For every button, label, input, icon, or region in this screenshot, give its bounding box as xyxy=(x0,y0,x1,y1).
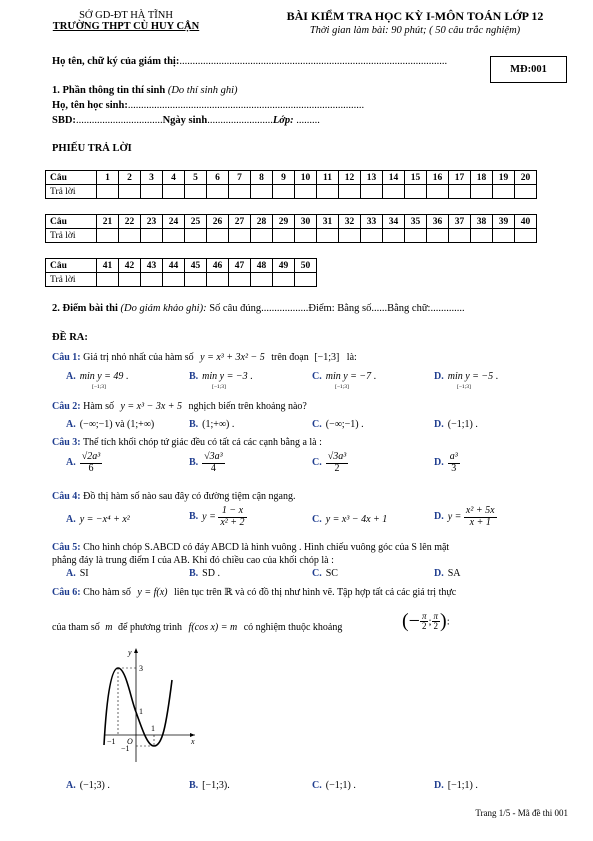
fraction-denominator: x + 1 xyxy=(469,516,491,528)
question-label: Câu 6: xyxy=(52,587,81,598)
option-letter: B. xyxy=(189,568,199,579)
option-text: (−∞;−1) và (1;+∞) xyxy=(79,419,155,430)
option-letter: C. xyxy=(312,457,322,469)
answer-cell[interactable] xyxy=(471,185,493,199)
option-letter: C. xyxy=(312,568,322,579)
q1-option-d[interactable]: D. min y = −5 . xyxy=(434,371,499,382)
question-number-cell: 21 xyxy=(97,215,119,229)
math-expression: y = x³ + 3x² − 5 xyxy=(200,352,265,363)
question-label: Câu 1: xyxy=(52,352,81,363)
tick-label-neg1-x: −1 xyxy=(107,737,116,746)
question-number-cell: 35 xyxy=(405,215,427,229)
q6-option-a[interactable]: A. (−1;3) . xyxy=(66,780,110,791)
question-number-cell: 4 xyxy=(163,171,185,185)
answer-cell[interactable] xyxy=(251,273,273,287)
answer-cell[interactable] xyxy=(273,229,295,243)
option-letter: B. xyxy=(189,780,199,791)
option-text: y = −x⁴ + x² xyxy=(79,514,130,525)
option-prefix: y = xyxy=(202,511,216,523)
question-number-cell: 11 xyxy=(317,171,339,185)
option-text: (1;+∞) xyxy=(202,419,230,430)
question-text: Cho hình chóp S.ABCD có đáy ABCD là hình vuông . Hình chiếu vuông góc của S lên mặt xyxy=(83,542,450,553)
question-number-cell: 1 xyxy=(97,171,119,185)
answer-cell[interactable] xyxy=(97,229,119,243)
tick-label-neg1-y: −1 xyxy=(121,744,130,753)
question-number-cell: 38 xyxy=(471,215,493,229)
tick-label-1-x: 1 xyxy=(151,724,155,733)
fraction-denominator: 2 xyxy=(433,621,439,631)
dob-label: Ngày sinh xyxy=(162,115,208,126)
question-number-cell: 26 xyxy=(207,215,229,229)
answer-cell[interactable] xyxy=(229,185,251,199)
q5-option-d[interactable] xyxy=(434,568,461,579)
school-name: TRƯỜNG THPT CÙ HUY CẬN xyxy=(52,21,200,32)
answer-cell[interactable] xyxy=(295,185,317,199)
question-label: Câu 5: xyxy=(52,542,81,553)
question-6-line2 xyxy=(52,622,342,633)
question-text: của tham số xyxy=(52,622,100,633)
question-number-cell: 49 xyxy=(273,259,295,273)
answer-cell[interactable] xyxy=(405,185,427,199)
question-number-cell: 5 xyxy=(185,171,207,185)
question-text: Giá trị nhỏ nhất của hàm số xyxy=(83,352,194,363)
question-number-cell: 28 xyxy=(251,215,273,229)
option-letter: C. xyxy=(312,371,322,382)
question-number-cell: 7 xyxy=(229,171,251,185)
question-number-cell: 36 xyxy=(427,215,449,229)
question-2 xyxy=(52,401,307,412)
question-number-cell: 15 xyxy=(405,171,427,185)
question-number-cell: 30 xyxy=(295,215,317,229)
option-text: min y = −5 xyxy=(447,371,494,382)
question-number-cell: 9 xyxy=(273,171,295,185)
option-prefix: y = xyxy=(447,511,462,523)
question-number-cell: 48 xyxy=(251,259,273,273)
question-number-cell: 19 xyxy=(493,171,515,185)
correct-count-label: Số câu đúng xyxy=(209,303,262,314)
interval-close: ) xyxy=(440,610,447,632)
score-word-label: Bằng chữ: xyxy=(387,303,431,314)
option-letter: B. xyxy=(189,371,199,382)
question-number-cell: 3 xyxy=(141,171,163,185)
question-5 xyxy=(52,542,449,553)
q3-option-d[interactable] xyxy=(434,452,460,474)
table-label-a: Trả lời xyxy=(46,185,97,199)
option-letter: C. xyxy=(312,514,322,525)
answer-cell[interactable] xyxy=(449,229,471,243)
answer-cell[interactable] xyxy=(251,229,273,243)
answer-cell[interactable] xyxy=(141,185,163,199)
q3-option-a[interactable] xyxy=(66,452,102,474)
table-label-q: Câu xyxy=(46,215,97,229)
option-text: min y = −7 xyxy=(325,371,372,382)
question-number-cell: 23 xyxy=(141,215,163,229)
min-subscript: [−1;3] xyxy=(335,384,349,390)
fraction-denominator: 6 xyxy=(88,462,94,474)
option-text: SD xyxy=(202,568,215,579)
question-number-cell: 32 xyxy=(339,215,361,229)
q2-option-d[interactable]: D. (−1;1) . xyxy=(434,419,478,430)
option-letter: A. xyxy=(66,457,76,469)
question-text: là: xyxy=(346,352,357,363)
answer-cell[interactable] xyxy=(273,273,295,287)
option-letter: B. xyxy=(189,419,199,430)
option-letter: D. xyxy=(434,511,444,523)
interval-separator: ; xyxy=(428,615,432,628)
question-text: nghịch biến trên khoảng nào? xyxy=(188,401,307,412)
question-1 xyxy=(52,352,357,363)
question-number-cell: 42 xyxy=(119,259,141,273)
fraction-numerator: π xyxy=(433,610,439,621)
score-note: (Do giám khảo ghi): xyxy=(120,303,207,314)
fraction-numerator: a³ xyxy=(449,451,458,462)
option-text: (−∞;−1) xyxy=(325,419,359,430)
option-text: [−1;3) xyxy=(202,780,228,791)
answer-cell[interactable] xyxy=(163,185,185,199)
question-number-cell: 50 xyxy=(295,259,317,273)
option-text: (−1;1) xyxy=(447,419,473,430)
option-letter: C. xyxy=(312,419,322,430)
question-number-cell: 43 xyxy=(141,259,163,273)
fraction-denominator: 4 xyxy=(210,462,216,474)
y-axis-arrow-icon xyxy=(134,648,138,653)
answer-cell[interactable] xyxy=(493,185,515,199)
exam-subtitle: Thời gian làm bài: 90 phút; ( 50 câu trắc nghiệm) xyxy=(309,25,521,36)
table-label-a: Trả lời xyxy=(46,229,97,243)
fraction-numerator: x² + 5x xyxy=(465,505,495,516)
question-number-cell: 31 xyxy=(317,215,339,229)
answer-cell[interactable] xyxy=(119,273,141,287)
examiner-label: Họ tên, chữ ký của giám thị: xyxy=(52,56,180,67)
q3-option-b[interactable] xyxy=(189,452,225,474)
answer-cell[interactable] xyxy=(97,185,119,199)
q1-option-a[interactable]: A. min y = 49 . xyxy=(66,371,129,382)
question-text: có nghiệm thuộc khoảng xyxy=(243,622,343,633)
answer-cell[interactable] xyxy=(317,185,339,199)
student-section-note: (Do thí sinh ghi) xyxy=(167,85,238,96)
fraction-numerator: √3a³ xyxy=(204,451,223,462)
answer-cell[interactable] xyxy=(471,229,493,243)
q1-option-b[interactable]: B. min y = −3 . xyxy=(189,371,253,382)
option-letter: A. xyxy=(66,514,76,525)
answer-cell[interactable] xyxy=(207,229,229,243)
answer-cell[interactable] xyxy=(427,185,449,199)
answer-cell[interactable] xyxy=(185,229,207,243)
question-text: Hàm số xyxy=(83,401,114,412)
question-number-cell: 10 xyxy=(295,171,317,185)
page-footer: Trang 1/5 - Mã đề thi 001 xyxy=(475,808,568,818)
exam-heading: ĐỀ RA: xyxy=(52,332,88,343)
student-section-title: 1. Phần thông tin thí sinh xyxy=(52,85,166,96)
interval-expression xyxy=(402,610,450,633)
math-expression: [−1;3] xyxy=(314,352,340,363)
answer-cell[interactable] xyxy=(185,185,207,199)
question-number-cell: 16 xyxy=(427,171,449,185)
option-letter: B. xyxy=(189,457,199,469)
answer-cell[interactable] xyxy=(185,273,207,287)
option-text: min y = −3 xyxy=(202,371,248,382)
fraction-numerator: √3a³ xyxy=(327,451,347,462)
question-text: : xyxy=(446,615,450,628)
math-expression: y = x³ − 3x + 5 xyxy=(120,401,183,412)
min-subscript: [−1;3] xyxy=(92,384,106,390)
answer-table-2 xyxy=(45,214,537,243)
answer-table-1 xyxy=(45,170,537,199)
question-number-cell: 40 xyxy=(515,215,537,229)
answer-cell[interactable] xyxy=(361,185,383,199)
q4-option-b[interactable] xyxy=(189,506,247,528)
option-text: SA xyxy=(447,568,461,579)
question-number-cell: 20 xyxy=(515,171,537,185)
q3-option-c[interactable] xyxy=(312,452,348,474)
question-number-cell: 27 xyxy=(229,215,251,229)
question-5-line2: phẳng đáy là trung điểm I của AB. Khi đó chiều cao của khối chóp là : xyxy=(52,555,334,566)
question-3 xyxy=(52,437,322,448)
question-text: để phương trình xyxy=(118,622,183,633)
question-label: Câu 2: xyxy=(52,401,81,412)
option-text: SC xyxy=(325,568,338,579)
student-name-label: Họ, tên học sinh: xyxy=(52,100,128,111)
question-number-cell: 29 xyxy=(273,215,295,229)
question-text: Đồ thị hàm số nào sau đây có đường tiệm cận ngang. xyxy=(83,491,296,502)
q2-option-b[interactable]: B. (1;+∞) . xyxy=(189,419,235,430)
question-number-cell: 13 xyxy=(361,171,383,185)
answer-cell[interactable] xyxy=(449,185,471,199)
question-6 xyxy=(52,587,456,598)
option-text: min y = 49 xyxy=(79,371,124,382)
fraction-denominator: 2 xyxy=(334,462,340,474)
exam-title: BÀI KIỂM TRA HỌC KỲ I-MÔN TOÁN LỚP 12 xyxy=(286,9,544,23)
score-number-label: Điểm: Bằng số xyxy=(308,303,372,314)
option-text: y = x³ − 4x + 1 xyxy=(325,514,388,525)
question-number-cell: 6 xyxy=(207,171,229,185)
answer-cell[interactable] xyxy=(251,185,273,199)
answer-cell[interactable] xyxy=(383,229,405,243)
tick-label-3: 3 xyxy=(139,664,143,673)
tick-label-1: 1 xyxy=(139,707,143,716)
q5-option-b[interactable]: B. SD . xyxy=(189,568,220,579)
answer-cell[interactable] xyxy=(119,185,141,199)
q4-option-d[interactable] xyxy=(434,506,497,528)
answer-cell[interactable] xyxy=(229,273,251,287)
question-4 xyxy=(52,491,295,502)
fraction-numerator: 1 − x xyxy=(218,506,246,518)
math-expression: y = f(x) xyxy=(137,587,168,598)
class-label: Lớp: xyxy=(272,115,294,126)
answer-cell[interactable] xyxy=(427,229,449,243)
answer-cell[interactable] xyxy=(295,229,317,243)
answer-cell[interactable] xyxy=(119,229,141,243)
fraction-denominator: 2 xyxy=(421,621,427,631)
answer-cell[interactable] xyxy=(383,185,405,199)
answer-cell[interactable] xyxy=(295,273,317,287)
answer-cell[interactable] xyxy=(229,229,251,243)
answer-cell[interactable] xyxy=(97,273,119,287)
y-axis-label: y xyxy=(128,648,132,657)
function-curve xyxy=(104,668,172,746)
score-label: 2. Điểm bài thi xyxy=(52,303,118,314)
q6-option-c[interactable]: C. (−1;1) . xyxy=(312,780,356,791)
answer-cell[interactable] xyxy=(163,229,185,243)
q6-option-b[interactable]: B. [−1;3). xyxy=(189,780,230,791)
min-subscript: [−1;3] xyxy=(457,384,471,390)
department-name: SỞ GD-ĐT HÀ TĨNH xyxy=(79,10,173,21)
option-letter: D. xyxy=(434,457,444,469)
question-number-cell: 37 xyxy=(449,215,471,229)
origin-label: O xyxy=(127,737,133,746)
fraction-denominator: 3 xyxy=(451,462,457,474)
question-number-cell: 24 xyxy=(163,215,185,229)
question-number-cell: 18 xyxy=(471,171,493,185)
answer-cell[interactable] xyxy=(273,185,295,199)
answer-cell[interactable] xyxy=(141,273,163,287)
option-letter: A. xyxy=(66,371,76,382)
option-letter: A. xyxy=(66,780,76,791)
interval-open: (− xyxy=(402,610,420,632)
answer-cell[interactable] xyxy=(515,229,537,243)
q2-option-c[interactable]: C. (−∞;−1) . xyxy=(312,419,364,430)
option-letter: B. xyxy=(189,511,199,523)
option-letter: A. xyxy=(66,568,76,579)
option-letter: D. xyxy=(434,371,444,382)
answer-cell[interactable] xyxy=(207,273,229,287)
question-number-cell: 17 xyxy=(449,171,471,185)
q5-option-a[interactable] xyxy=(66,568,89,579)
function-graph xyxy=(95,640,205,765)
question-number-cell: 22 xyxy=(119,215,141,229)
fraction-denominator: x² + 2 xyxy=(220,516,245,528)
x-axis-label: x xyxy=(191,737,195,746)
q2-option-a[interactable] xyxy=(66,419,154,430)
q4-option-c[interactable] xyxy=(312,514,387,525)
question-text: Thể tích khối chóp tứ giác đều có tất cả các cạnh bằng a là : xyxy=(82,437,322,448)
answer-cell[interactable] xyxy=(515,185,537,199)
option-text: (−1;1) xyxy=(325,780,351,791)
option-text: (−1;3) xyxy=(79,780,105,791)
table-label-q: Câu xyxy=(46,171,97,185)
math-expression: m xyxy=(105,622,113,633)
q4-option-a[interactable] xyxy=(66,514,130,525)
option-text: SI xyxy=(79,568,89,579)
table-label-q: Câu xyxy=(46,259,97,273)
answer-cell[interactable] xyxy=(361,229,383,243)
question-number-cell: 34 xyxy=(383,215,405,229)
question-number-cell: 2 xyxy=(119,171,141,185)
question-number-cell: 12 xyxy=(339,171,361,185)
answer-cell[interactable] xyxy=(207,185,229,199)
question-number-cell: 39 xyxy=(493,215,515,229)
min-subscript: [−1;3] xyxy=(212,384,226,390)
answer-cell[interactable] xyxy=(405,229,427,243)
answer-cell[interactable] xyxy=(141,229,163,243)
question-number-cell: 33 xyxy=(361,215,383,229)
answer-sheet-title: PHIẾU TRẢ LỜI xyxy=(52,143,132,154)
question-label: Câu 4: xyxy=(52,491,81,502)
answer-cell[interactable] xyxy=(493,229,515,243)
fraction-numerator: π xyxy=(421,610,427,621)
answer-table-3 xyxy=(45,258,317,287)
question-number-cell: 41 xyxy=(97,259,119,273)
answer-cell[interactable] xyxy=(317,229,339,243)
question-number-cell: 14 xyxy=(383,171,405,185)
question-number-cell: 45 xyxy=(185,259,207,273)
question-text: trên đoạn xyxy=(271,352,309,363)
answer-cell[interactable] xyxy=(163,273,185,287)
sbd-label: SBD: xyxy=(52,115,76,126)
q6-option-d[interactable]: D. [−1;1) . xyxy=(434,780,478,791)
question-number-cell: 47 xyxy=(229,259,251,273)
option-letter: C. xyxy=(312,780,322,791)
table-label-a: Trả lời xyxy=(46,273,97,287)
q5-option-c[interactable] xyxy=(312,568,338,579)
option-letter: A. xyxy=(66,419,76,430)
question-text: Cho hàm số xyxy=(83,587,131,598)
math-expression: f(cos x) = m xyxy=(188,622,238,633)
option-text: [−1;1) xyxy=(447,780,473,791)
question-number-cell: 8 xyxy=(251,171,273,185)
exam-code-box: MĐ:001 xyxy=(490,56,567,83)
question-number-cell: 25 xyxy=(185,215,207,229)
question-number-cell: 44 xyxy=(163,259,185,273)
question-number-cell: 46 xyxy=(207,259,229,273)
question-label: Câu 3: xyxy=(52,437,81,448)
fraction-numerator: √2a³ xyxy=(81,451,101,462)
question-text: liên tục trên ℝ và có đồ thị như hình vẽ. Tập hợp tất cả các giá trị thực xyxy=(173,587,457,598)
option-letter: D. xyxy=(434,780,444,791)
option-letter: D. xyxy=(434,568,444,579)
answer-cell[interactable] xyxy=(339,185,361,199)
option-letter: D. xyxy=(434,419,444,430)
answer-cell[interactable] xyxy=(339,229,361,243)
q1-option-c[interactable]: C. min y = −7 . xyxy=(312,371,377,382)
